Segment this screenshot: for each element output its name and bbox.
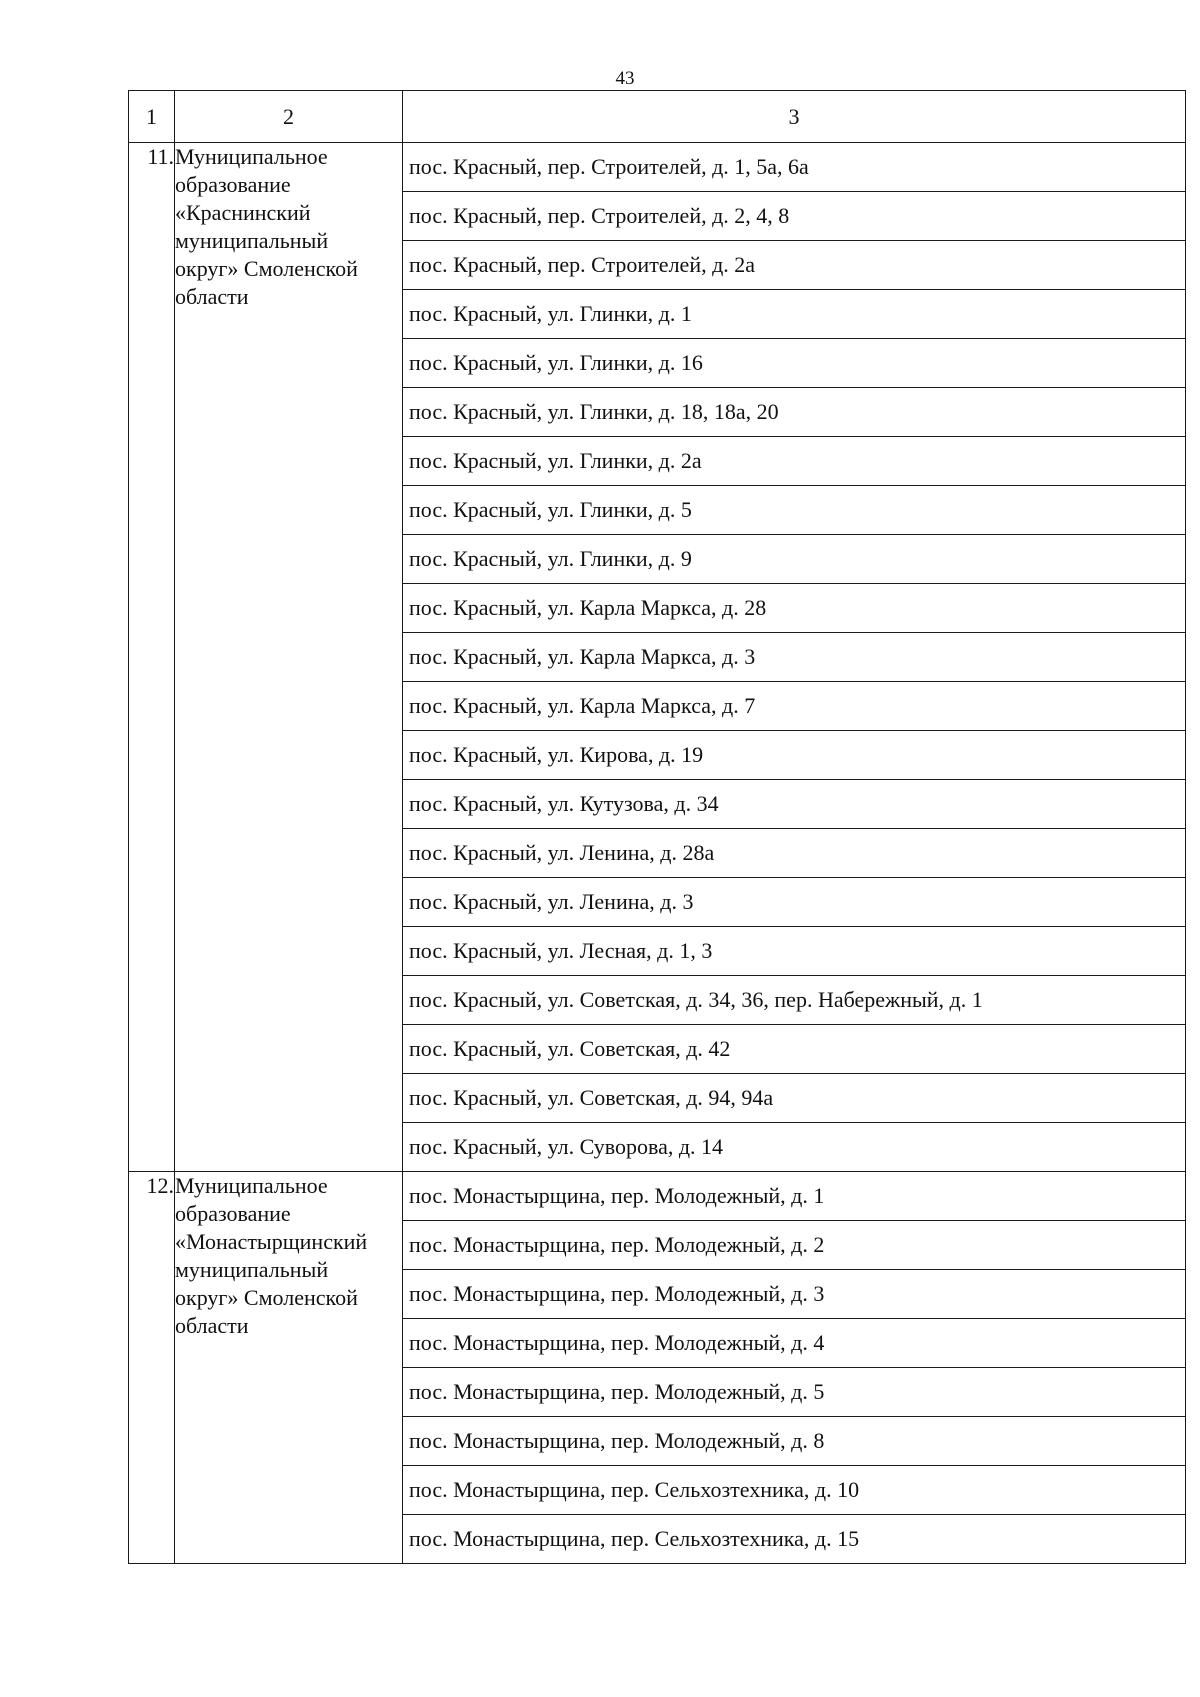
address-cell: пос. Красный, ул. Кутузова, д. 34 [403, 780, 1186, 829]
address-cell: пос. Красный, ул. Глинки, д. 1 [403, 290, 1186, 339]
address-cell: пос. Монастырщина, пер. Молодежный, д. 2 [403, 1221, 1186, 1270]
row-number: 12. [129, 1172, 175, 1564]
header-col-3: 3 [403, 91, 1186, 143]
address-cell: пос. Красный, ул. Карла Маркса, д. 28 [403, 584, 1186, 633]
address-cell: пос. Монастырщина, пер. Молодежный, д. 1 [403, 1172, 1186, 1221]
municipality-name-line: Муниципальное [175, 144, 328, 169]
address-cell: пос. Красный, пер. Строителей, д. 1, 5а, 6а [403, 143, 1186, 192]
header-col-2: 2 [175, 91, 403, 143]
header-col-1: 1 [129, 91, 175, 143]
address-cell: пос. Красный, ул. Суворова, д. 14 [403, 1123, 1186, 1172]
address-cell: пос. Красный, ул. Советская, д. 34, 36, пер. Набережный, д. 1 [403, 976, 1186, 1025]
table-header-row [129, 91, 1186, 143]
address-cell: пос. Монастырщина, пер. Сельхозтехника, д. 10 [403, 1466, 1186, 1515]
municipal-address-table [128, 90, 1186, 1564]
address-cell: пос. Красный, ул. Карла Маркса, д. 3 [403, 633, 1186, 682]
address-cell: пос. Монастырщина, пер. Сельхозтехника, д. 15 [403, 1515, 1186, 1564]
address-cell: пос. Монастырщина, пер. Молодежный, д. 3 [403, 1270, 1186, 1319]
address-cell: пос. Монастырщина, пер. Молодежный, д. 5 [403, 1368, 1186, 1417]
municipality-name-line: «Монастырщинский [175, 1229, 368, 1254]
address-cell: пос. Красный, ул. Советская, д. 94, 94а [403, 1074, 1186, 1123]
address-cell: пос. Красный, ул. Советская, д. 42 [403, 1025, 1186, 1074]
address-cell: пос. Красный, ул. Глинки, д. 16 [403, 339, 1186, 388]
address-cell: пос. Красный, ул. Лесная, д. 1, 3 [403, 927, 1186, 976]
table-row [129, 143, 1186, 192]
page-number: 43 [615, 68, 635, 89]
row-number: 11. [129, 143, 175, 1172]
address-cell: пос. Монастырщина, пер. Молодежный, д. 4 [403, 1319, 1186, 1368]
municipality-name [175, 1172, 403, 1564]
municipality-name-line: области [175, 1313, 249, 1338]
municipality-name-line: образование [175, 1201, 291, 1226]
address-cell: пос. Красный, ул. Ленина, д. 28а [403, 829, 1186, 878]
table-body [129, 143, 1186, 1564]
address-cell: пос. Красный, ул. Глинки, д. 18, 18а, 20 [403, 388, 1186, 437]
address-cell: пос. Красный, пер. Строителей, д. 2, 4, 8 [403, 192, 1186, 241]
municipality-name-line: округ» Смоленской [175, 1285, 358, 1310]
municipality-name [175, 143, 403, 1172]
table-row [129, 1172, 1186, 1221]
municipality-name-line: области [175, 284, 249, 309]
municipality-name-line: муниципальный [175, 1257, 329, 1282]
address-cell: пос. Красный, ул. Кирова, д. 19 [403, 731, 1186, 780]
municipality-name-line: муниципальный [175, 228, 329, 253]
address-cell: пос. Красный, ул. Глинки, д. 5 [403, 486, 1186, 535]
address-cell: пос. Красный, пер. Строителей, д. 2а [403, 241, 1186, 290]
municipality-name-line: округ» Смоленской [175, 256, 358, 281]
address-cell: пос. Красный, ул. Ленина, д. 3 [403, 878, 1186, 927]
address-cell: пос. Красный, ул. Карла Маркса, д. 7 [403, 682, 1186, 731]
municipality-name-line: образование [175, 172, 291, 197]
address-cell: пос. Красный, ул. Глинки, д. 9 [403, 535, 1186, 584]
municipality-name-line: «Краснинский [175, 200, 311, 225]
address-cell: пос. Монастырщина, пер. Молодежный, д. 8 [403, 1417, 1186, 1466]
municipality-name-line: Муниципальное [175, 1173, 328, 1198]
address-cell: пос. Красный, ул. Глинки, д. 2а [403, 437, 1186, 486]
